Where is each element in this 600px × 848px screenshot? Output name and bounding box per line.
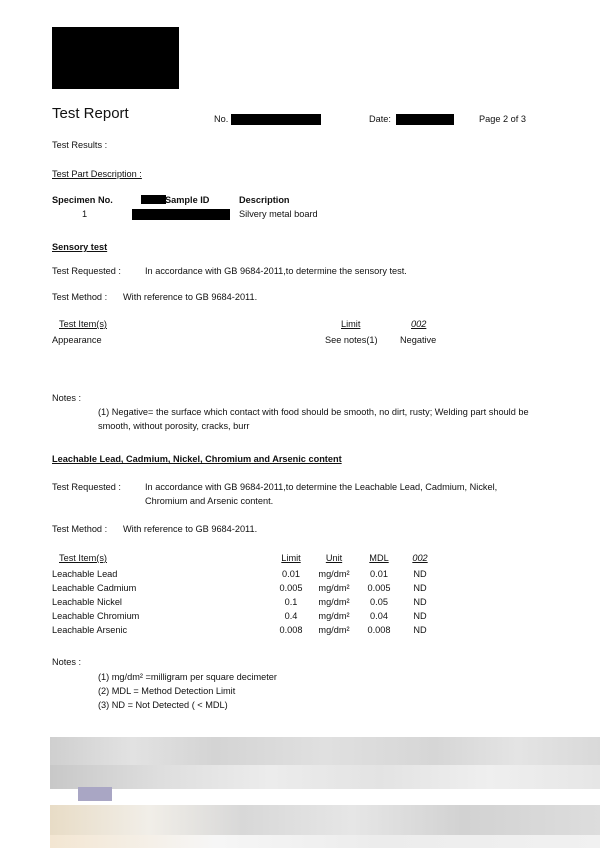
sensory-requested-label: Test Requested : [52, 266, 121, 276]
row-item: Leachable Cadmium [52, 583, 137, 593]
blurred-band-2 [50, 765, 600, 789]
specimen-redacted-mark [141, 195, 166, 204]
row-item: Leachable Chromium [52, 611, 140, 621]
page-title: Test Report [52, 105, 129, 122]
leachable-method-text: With reference to GB 9684-2011. [123, 524, 258, 534]
leach-note-1: (1) mg/dm² =milligram per square decimeter [98, 672, 277, 682]
leachable-requested-label: Test Requested : [52, 482, 121, 492]
row-item: Leachable Lead [52, 569, 118, 579]
date-redacted [396, 114, 454, 125]
row-limit: 0.005 [279, 583, 303, 593]
leach-notes-label: Notes : [52, 657, 82, 667]
description-value: Silvery metal board [239, 209, 318, 219]
row-limit: 0.4 [284, 611, 298, 621]
sensory-row-item: Appearance [52, 335, 102, 345]
test-part-description-label: Test Part Description : [52, 169, 142, 179]
sensory-requested-text: In accordance with GB 9684-2011,to determine the sensory test. [145, 266, 407, 276]
row-unit: mg/dm² [318, 597, 350, 607]
sensory-row-limit: See notes(1) [325, 335, 378, 345]
blurred-band-4 [50, 835, 600, 848]
test-results-label: Test Results : [52, 140, 108, 150]
row-mdl: 0.005 [367, 583, 391, 593]
sensory-col-limit: Limit [341, 319, 361, 329]
specimen-no-header: Specimen No. [52, 195, 113, 205]
blurred-band-3 [50, 805, 600, 835]
sample-id-header: Sample ID [165, 195, 210, 205]
leachable-requested-line2: Chromium and Arsenic content. [145, 496, 274, 506]
sensory-method-text: With reference to GB 9684-2011. [123, 292, 258, 302]
sensory-row-result: Negative [400, 335, 437, 345]
blurred-stamp-block [78, 787, 112, 801]
row-limit: 0.01 [282, 569, 300, 579]
report-number-label: No. [214, 114, 229, 124]
row-limit: 0.1 [284, 597, 298, 607]
row-unit: mg/dm² [318, 569, 350, 579]
leach-col-limit: Limit [281, 553, 301, 563]
leach-note-3: (3) ND = Not Detected ( < MDL) [98, 700, 228, 710]
sample-id-redacted [132, 209, 230, 220]
sensory-notes-label: Notes : [52, 393, 82, 403]
sensory-col-result: 002 [411, 319, 427, 329]
row-mdl: 0.04 [370, 611, 388, 621]
row-result: ND [413, 597, 427, 607]
sensory-method-label: Test Method : [52, 292, 108, 302]
row-result: ND [413, 625, 427, 635]
sensory-note-line2: smooth, without porosity, cracks, burr [98, 421, 250, 431]
row-unit: mg/dm² [318, 583, 350, 593]
row-limit: 0.008 [279, 625, 303, 635]
row-mdl: 0.008 [367, 625, 391, 635]
blurred-band-1 [50, 737, 600, 765]
row-unit: mg/dm² [318, 625, 350, 635]
sensory-note-line1: (1) Negative= the surface which contact with food should be smooth, no dirt, rusty; Welding part should be [98, 407, 529, 417]
row-mdl: 0.01 [370, 569, 388, 579]
row-result: ND [413, 611, 427, 621]
specimen-no-value: 1 [82, 209, 88, 219]
leach-col-mdl: MDL [369, 553, 389, 563]
sensory-test-heading: Sensory test [52, 242, 108, 252]
row-item: Leachable Arsenic [52, 625, 128, 635]
sensory-col-item: Test Item(s) [59, 319, 107, 329]
page-number: Page 2 of 3 [479, 114, 526, 124]
company-logo-redacted [52, 27, 179, 89]
leach-col-item: Test Item(s) [59, 553, 107, 563]
row-result: ND [413, 583, 427, 593]
row-mdl: 0.05 [370, 597, 388, 607]
leach-col-unit: Unit [325, 553, 343, 563]
leach-col-result: 002 [412, 553, 428, 563]
description-header: Description [239, 195, 290, 205]
report-number-redacted [231, 114, 321, 125]
leachable-method-label: Test Method : [52, 524, 108, 534]
leachable-requested-line1: In accordance with GB 9684-2011,to determine the Leachable Lead, Cadmium, Nickel, [145, 482, 498, 492]
row-unit: mg/dm² [318, 611, 350, 621]
leach-note-2: (2) MDL = Method Detection Limit [98, 686, 236, 696]
row-item: Leachable Nickel [52, 597, 122, 607]
date-label: Date: [369, 114, 391, 124]
row-result: ND [413, 569, 427, 579]
leachable-heading: Leachable Lead, Cadmium, Nickel, Chromium and Arsenic content [52, 454, 342, 464]
